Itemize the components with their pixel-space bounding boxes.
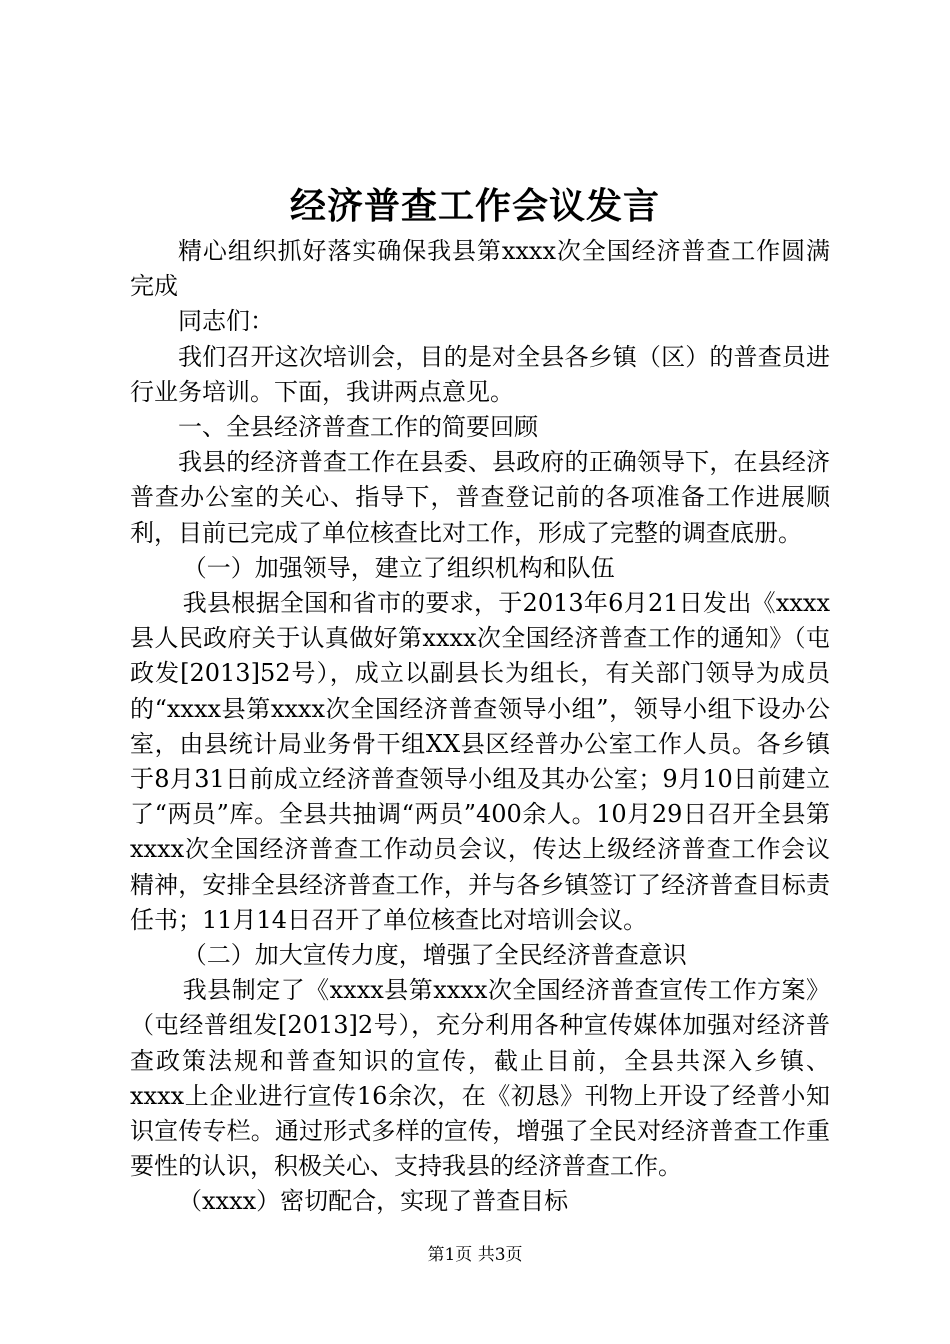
document-body <box>130 234 830 1220</box>
subtitle-paragraph: 精心组织抓好落实确保我县第xxxx次全国经济普查工作圆满完成 <box>130 237 830 301</box>
document-title: 经济普查工作会议发言 <box>289 185 660 227</box>
body-paragraph: 我县根据全国和省市的要求，于2013年6月21日发出《xxxx县人民政府关于认真做好第xxxx次全国经济普查工作的通知》（屯政发[2013]52号），成立以副县长为组长，有关部门领导为成员的“xxxx县第xxxx次全国经济普查领导小组”，领导小组下设办公室，由县统计局业务骨干组XX县区经普办公室工作人员。各乡镇于8月31日前成立经济普查领导小组及其办公室；9月10日前建立了“两员”库。全县共抽调“两员”400余人。10月29日召开全县第xxxx次全国经济普查工作动员会议，传达上级经济普查工作会议精神，安排全县经济普查工作，并与各乡镇签订了经济普查目标责任书；11月14日召开了单位核查比对培训会议。 <box>130 589 830 934</box>
salutation: 同志们： <box>178 307 274 336</box>
subsection-heading: （xxxx）密切配合，实现了普查目标 <box>178 1187 569 1216</box>
section-heading: 一、全县经济普查工作的简要回顾 <box>178 413 538 442</box>
page-footer: 第1页 共3页 <box>427 1245 523 1265</box>
subsection-heading: （一）加强领导，建立了组织机构和队伍 <box>182 553 615 582</box>
subsection-heading: （二）加大宣传力度，增强了全民经济普查意识 <box>182 941 687 970</box>
body-paragraph: 我县制定了《xxxx县第xxxx次全国经济普查宣传工作方案》（屯经普组发[2013]2号），充分利用各种宣传媒体加强对经济普查政策法规和普查知识的宣传，截止目前，全县共深入乡镇、xxxx上企业进行宣传16余次，在《初恳》刊物上开设了经普小知识宣传专栏。通过形式多样的宣传，增强了全民对经济普查工作重要性的认识，积极关心、支持我县的经济普查工作。 <box>130 976 830 1181</box>
body-paragraph: 我们召开这次培训会，目的是对全县各乡镇（区）的普查员进行业务培训。下面，我讲两点意见。 <box>130 342 830 406</box>
body-paragraph: 我县的经济普查工作在县委、县政府的正确领导下，在县经济普查办公室的关心、指导下，普查登记前的各项准备工作进展顺利，目前已完成了单位核查比对工作，形成了完整的调查底册。 <box>130 448 830 547</box>
